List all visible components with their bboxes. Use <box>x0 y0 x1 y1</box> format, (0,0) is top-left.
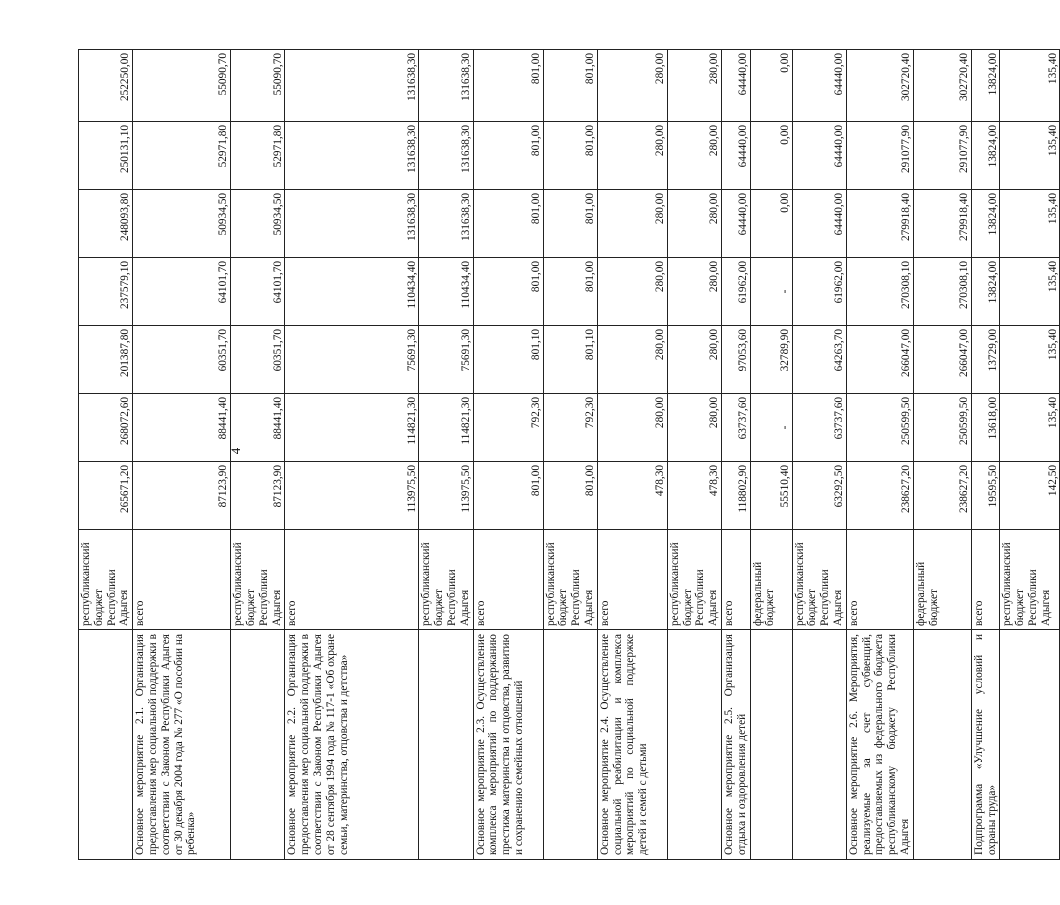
value-cell: 64101,70 <box>133 258 231 326</box>
value-cell: 280,00 <box>597 394 667 462</box>
value-cell: 135,40 <box>1000 326 1060 394</box>
value-cell: 13824,00 <box>971 122 1000 190</box>
table-row <box>846 50 913 860</box>
row-name <box>667 630 721 860</box>
value-cell: 248093,80 <box>79 190 133 258</box>
value-cell: 801,00 <box>473 462 543 530</box>
value-cell: 110434,40 <box>419 258 473 326</box>
value-cell: 64440,00 <box>721 122 750 190</box>
table-body <box>79 50 1060 860</box>
value-cell: 135,40 <box>1000 258 1060 326</box>
row-source: федеральный бюджет <box>913 530 971 630</box>
value-cell: 55090,70 <box>231 50 285 122</box>
value-cell: 280,00 <box>597 258 667 326</box>
value-cell: 64101,70 <box>231 258 285 326</box>
table-row <box>792 50 846 860</box>
row-source: республиканский бюджет Республики Адыгея <box>419 530 473 630</box>
row-name <box>543 630 597 860</box>
value-cell: 60351,70 <box>133 326 231 394</box>
value-cell: 64263,70 <box>792 326 846 394</box>
value-cell: 135,40 <box>1000 394 1060 462</box>
row-name <box>79 630 133 860</box>
value-cell: 60351,70 <box>231 326 285 394</box>
table-row <box>231 50 285 860</box>
row-name: Основное мероприятие 2.5. Организация отдыха и оздоровления детей <box>721 630 750 860</box>
value-cell: 792,30 <box>543 394 597 462</box>
value-cell: 801,00 <box>543 122 597 190</box>
value-cell: 801,00 <box>473 50 543 122</box>
value-cell: 88441,40 <box>231 394 285 462</box>
value-cell: 237579,10 <box>79 258 133 326</box>
value-cell: 280,00 <box>667 190 721 258</box>
table-row <box>750 50 792 860</box>
value-cell: 87123,90 <box>133 462 231 530</box>
value-cell: 142,50 <box>1000 462 1060 530</box>
value-cell: 55090,70 <box>133 50 231 122</box>
value-cell: 113975,50 <box>419 462 473 530</box>
value-cell: 250599,50 <box>846 394 913 462</box>
value-cell: 265671,20 <box>79 462 133 530</box>
value-cell: 280,00 <box>597 122 667 190</box>
table-row <box>721 50 750 860</box>
row-source: республиканский бюджет Республики Адыгея <box>79 530 133 630</box>
table-row <box>133 50 231 860</box>
table-row <box>597 50 667 860</box>
value-cell: 478,30 <box>597 462 667 530</box>
value-cell: 131638,30 <box>419 50 473 122</box>
row-source: республиканский бюджет Республики Адыгея <box>543 530 597 630</box>
row-name <box>1000 630 1060 860</box>
table-row <box>285 50 419 860</box>
value-cell: 280,00 <box>597 50 667 122</box>
table-row <box>543 50 597 860</box>
value-cell: 801,00 <box>473 258 543 326</box>
value-cell: 801,00 <box>543 50 597 122</box>
row-name: Основное мероприятие 2.3. Осуществление комплекса мероприятий по поддержанию престижа материнства и отцовства, развитию и сохранению семейных отношений <box>473 630 543 860</box>
value-cell: 75691,30 <box>419 326 473 394</box>
value-cell: 61962,00 <box>721 258 750 326</box>
table-row <box>1000 50 1060 860</box>
value-cell: 279918,40 <box>846 190 913 258</box>
row-name <box>792 630 846 860</box>
value-cell: 801,10 <box>543 326 597 394</box>
row-source: республиканский бюджет Республики Адыгея <box>231 530 285 630</box>
value-cell: 280,00 <box>667 258 721 326</box>
value-cell: 135,40 <box>1000 50 1060 122</box>
row-source: республиканский бюджет Республики Адыгея <box>792 530 846 630</box>
value-cell: 64440,00 <box>721 190 750 258</box>
value-cell: 250599,50 <box>913 394 971 462</box>
value-cell: 478,30 <box>667 462 721 530</box>
value-cell: 63737,60 <box>792 394 846 462</box>
value-cell: 13824,00 <box>971 50 1000 122</box>
value-cell: 50934,50 <box>133 190 231 258</box>
value-cell: 135,40 <box>1000 190 1060 258</box>
value-cell: 280,00 <box>667 50 721 122</box>
value-cell: 270308,10 <box>913 258 971 326</box>
value-cell: 291077,90 <box>913 122 971 190</box>
row-name: Основное мероприятие 2.1. Организация предоставления мер социальной поддержки в соответствии с Законом Республики Адыгея от 30 декабря 2004 года № 277 «О пособии на ребенка» <box>133 630 231 860</box>
value-cell: 131638,30 <box>419 122 473 190</box>
value-cell: 302720,40 <box>846 50 913 122</box>
row-name <box>750 630 792 860</box>
value-cell: 88441,40 <box>133 394 231 462</box>
value-cell: 13824,00 <box>971 258 1000 326</box>
value-cell: 50934,50 <box>231 190 285 258</box>
row-name: Основное мероприятие 2.4. Осуществление социальной реабилитации и комплекса мероприятий по социальной поддержке детей и семей с детьми <box>597 630 667 860</box>
value-cell: 64440,00 <box>792 122 846 190</box>
value-cell: 131638,30 <box>285 190 419 258</box>
row-source: республиканский бюджет Республики Адыгея <box>667 530 721 630</box>
value-cell: 0,00 <box>750 190 792 258</box>
value-cell: 801,10 <box>473 326 543 394</box>
value-cell: 270308,10 <box>846 258 913 326</box>
value-cell: - <box>750 258 792 326</box>
value-cell: 266047,00 <box>846 326 913 394</box>
row-source: всего <box>133 530 231 630</box>
value-cell: 792,30 <box>473 394 543 462</box>
row-source: республиканский бюджет Республики Адыгея <box>1000 530 1060 630</box>
row-source: всего <box>971 530 1000 630</box>
row-source: всего <box>846 530 913 630</box>
value-cell: 252250,00 <box>79 50 133 122</box>
value-cell: 801,00 <box>543 462 597 530</box>
table-row <box>913 50 971 860</box>
row-source: всего <box>285 530 419 630</box>
row-name: Основное мероприятие 2.2. Организация предоставления мер социальной поддержки в соответствии с Законом Республики Адыгея от 28 сентября 1994 года № 117-1 «Об охране семьи, материнства, отцовства и детства» <box>285 630 419 860</box>
value-cell: - <box>750 394 792 462</box>
value-cell: 801,00 <box>543 258 597 326</box>
value-cell: 131638,30 <box>285 122 419 190</box>
value-cell: 13729,00 <box>971 326 1000 394</box>
value-cell: 52971,80 <box>133 122 231 190</box>
value-cell: 114821,30 <box>419 394 473 462</box>
value-cell: 87123,90 <box>231 462 285 530</box>
value-cell: 201387,80 <box>79 326 133 394</box>
value-cell: 114821,30 <box>285 394 419 462</box>
value-cell: 110434,40 <box>285 258 419 326</box>
value-cell: 113975,50 <box>285 462 419 530</box>
row-source: всего <box>721 530 750 630</box>
value-cell: 302720,40 <box>913 50 971 122</box>
value-cell: 61962,00 <box>792 258 846 326</box>
value-cell: 131638,30 <box>285 50 419 122</box>
value-cell: 64440,00 <box>721 50 750 122</box>
value-cell: 280,00 <box>597 190 667 258</box>
value-cell: 280,00 <box>667 326 721 394</box>
table-row <box>79 50 133 860</box>
value-cell: 238627,20 <box>846 462 913 530</box>
budget-table <box>78 49 1060 860</box>
rotated-page <box>78 50 1059 860</box>
row-source: федеральный бюджет <box>750 530 792 630</box>
value-cell: 291077,90 <box>846 122 913 190</box>
value-cell: 63737,60 <box>721 394 750 462</box>
value-cell: 238627,20 <box>913 462 971 530</box>
value-cell: 801,00 <box>543 190 597 258</box>
value-cell: 32789,90 <box>750 326 792 394</box>
value-cell: 266047,00 <box>913 326 971 394</box>
table-row <box>971 50 1000 860</box>
table-row <box>419 50 473 860</box>
value-cell: 250131,10 <box>79 122 133 190</box>
table-row <box>473 50 543 860</box>
value-cell: 0,00 <box>750 122 792 190</box>
table-row <box>667 50 721 860</box>
value-cell: 280,00 <box>667 122 721 190</box>
value-cell: 280,00 <box>597 326 667 394</box>
page-number: 4 <box>228 447 243 455</box>
value-cell: 97053,60 <box>721 326 750 394</box>
value-cell: 19595,50 <box>971 462 1000 530</box>
value-cell: 131638,30 <box>419 190 473 258</box>
value-cell: 268072,60 <box>79 394 133 462</box>
value-cell: 64440,00 <box>792 50 846 122</box>
value-cell: 118802,90 <box>721 462 750 530</box>
row-source: всего <box>597 530 667 630</box>
value-cell: 801,00 <box>473 190 543 258</box>
value-cell: 135,40 <box>1000 122 1060 190</box>
value-cell: 52971,80 <box>231 122 285 190</box>
row-name: Основное мероприятие 2.6. Мероприятия, реализуемые за счет субвенций, предоставляемых из федерального бюджета республиканскому бюджету Республики Адыгея <box>846 630 913 860</box>
row-name <box>419 630 473 860</box>
value-cell: 55510,40 <box>750 462 792 530</box>
row-name <box>231 630 285 860</box>
value-cell: 279918,40 <box>913 190 971 258</box>
value-cell: 75691,30 <box>285 326 419 394</box>
value-cell: 63292,50 <box>792 462 846 530</box>
value-cell: 801,00 <box>473 122 543 190</box>
value-cell: 280,00 <box>667 394 721 462</box>
value-cell: 64440,00 <box>792 190 846 258</box>
value-cell: 13618,00 <box>971 394 1000 462</box>
row-source: всего <box>473 530 543 630</box>
value-cell: 0,00 <box>750 50 792 122</box>
row-name <box>913 630 971 860</box>
value-cell: 13824,00 <box>971 190 1000 258</box>
row-name: Подпрограмма «Улучшение условий и охраны труда» <box>971 630 1000 860</box>
